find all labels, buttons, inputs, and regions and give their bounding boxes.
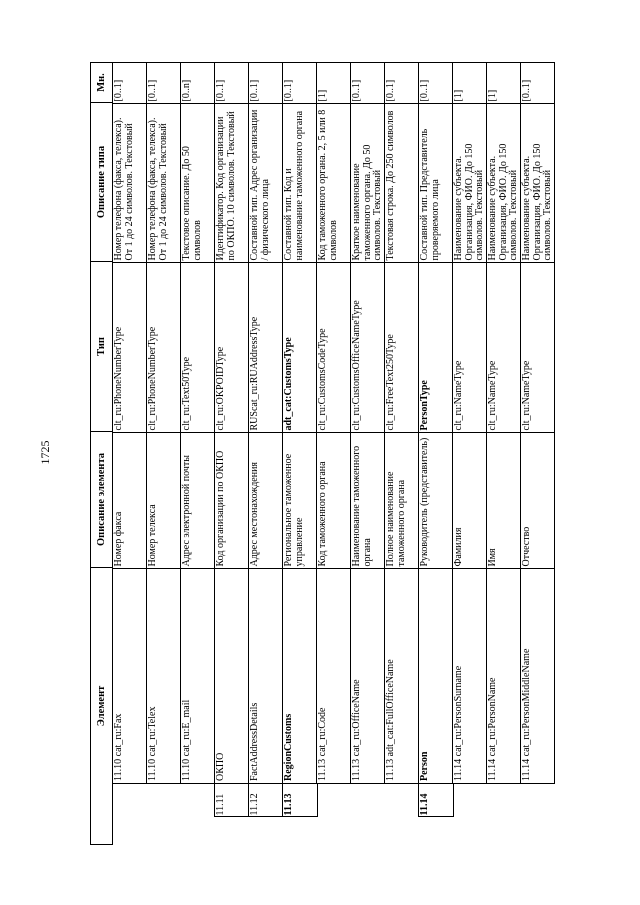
element-description-cell: Региональное таможенное управление [283,433,316,569]
type-cell: adt_cat:CustomsType [283,263,316,433]
element-cell: 11.13 cat_ru:Code [317,569,350,784]
element-cell: 11.14 cat_ru:PersonName [487,569,520,784]
header-element-description: Описание элемента [91,431,112,567]
element-cell: 11.14 cat_ru:PersonSurname [453,569,486,784]
multiplicity-cell: [1] [453,89,464,102]
header-multiplicity: Мн. [96,73,107,92]
type-cell: clt_ru:NameType [521,263,554,433]
multiplicity-cell: [0..n] [181,79,192,102]
element-description-cell: Наименование таможенного органа [351,433,384,569]
type-description-cell: Составной тип. Адрес организации / физического лица [249,104,282,263]
element-description-cell: Адрес электронной почты [181,433,214,569]
header-type: Тип [91,261,112,431]
table-row [385,62,419,784]
table-row [351,62,385,784]
element-cell: 11.10 cat_ru:Telex [147,569,180,784]
type-cell: clt_ru:CustomsCodeType [317,263,350,433]
element-description-cell: Руководитель (представитель) [419,433,452,569]
type-description-cell: Номер телефона (факса, телекса). От 1 до 24 символов. Текстовый [113,104,146,263]
page-number: 1725 [38,440,52,465]
element-number-cell: 11.11 [214,785,250,818]
table-row [248,62,283,816]
type-description-cell: Текстовое описание. До 50 символов [181,104,214,263]
element-description-cell: Отчество [521,433,554,569]
element-cell: RegionCustoms [283,569,316,784]
multiplicity-cell: [0..1] [249,79,260,102]
table-row [418,62,453,816]
table-row [487,62,521,784]
element-cell: ОКПО [215,569,248,784]
type-description-cell: Краткое наименование таможенного органа. До 50 символов. Текстовый [351,104,384,263]
element-description-cell: Код организации по ОКПО [215,433,248,569]
element-number-cell: 11.13 [282,785,318,818]
type-description-cell: Составной тип. Код и наименование таможенного органа [283,104,316,263]
header-type-description: Описание типа [91,102,112,261]
element-cell: 11.13 adt_cat:FullOfficeName [385,569,418,784]
table-row [521,62,555,784]
element-cell: 11.10 cat_ru:Fax [113,569,146,784]
table-row [181,62,215,784]
table-row [453,62,487,784]
multiplicity-cell: [0..1] [215,79,226,102]
table-row [113,62,147,784]
element-number-cell: 11.12 [248,785,284,818]
table-header-row [90,62,113,845]
type-description-cell: Наименование субъекта. Организация, ФИО. До 150 символов. Текстовый [487,104,520,263]
multiplicity-cell: [0..1] [113,79,124,102]
type-cell: PersonType [419,263,452,433]
multiplicity-cell: [1] [317,89,328,102]
element-cell: 11.10 cat_ru:E_mail [181,569,214,784]
type-cell: RUScat_ru:RUAddressType [249,263,282,433]
element-description-cell: Полное наименование таможенного органа [385,433,418,569]
type-description-cell: Номер телефона (факса, телекса). От 1 до 24 символов. Текстовый [147,104,180,263]
type-cell: clt_ru:PhoneNumberType [147,263,180,433]
type-description-cell: Идентификатор. Код организации по ОКПО. 10 символов. Текстовый [215,104,248,263]
schema-table [90,62,555,845]
element-cell: 11.13 cat_ru:OfficeName [351,569,384,784]
type-cell: clt_ru:NameType [453,263,486,433]
header-element: Элемент [91,567,112,844]
element-description-cell: Номер телекса [147,433,180,569]
element-cell: Person [419,569,452,784]
element-cell: 11.14 cat_ru:PersonMiddleName [521,569,554,784]
element-description-cell: Код таможенного органа [317,433,350,569]
type-description-cell: Наименование субъекта. Организация, ФИО. До 150 символов. Текстовый [521,104,554,263]
table-row [282,62,317,816]
multiplicity-cell: [0..1] [419,79,430,102]
multiplicity-cell: [0..1] [147,79,158,102]
multiplicity-cell: [0..1] [283,79,294,102]
type-cell: clt_ru:FreeText250Type [385,263,418,433]
type-cell: clt_ru:NameType [487,263,520,433]
type-description-cell: Код таможенного органа. 2, 5 или 8 символов [317,104,350,263]
element-number-cell: 11.14 [418,785,454,818]
table-row [147,62,181,784]
table-row [317,62,351,784]
type-description-cell: Наименование субъекта. Организация, ФИО. До 150 символов. Текстовый [453,104,486,263]
table-row [214,62,249,816]
type-cell: clt_ru:CustomsOfficeNameType [351,263,384,433]
multiplicity-cell: [0..1] [521,79,532,102]
multiplicity-cell: [0..1] [385,79,396,102]
type-description-cell: Составной тип. Представитель проверяемого лица [419,104,452,263]
element-cell: FactAddressDetails [249,569,282,784]
table-body [113,62,555,845]
element-description-cell: Номер факса [113,433,146,569]
element-description-cell: Имя [487,433,520,569]
element-description-cell: Фамилия [453,433,486,569]
element-description-cell: Адрес местонахождения [249,433,282,569]
multiplicity-cell: [1] [487,89,498,102]
type-cell: clt_ru:PhoneNumberType [113,263,146,433]
type-cell: clt_ru:Text50Type [181,263,214,433]
multiplicity-cell: [0..1] [351,79,362,102]
type-description-cell: Текстовая строка. До 250 символов [385,104,418,263]
type-cell: clt_ru:OKPOIDType [215,263,248,433]
